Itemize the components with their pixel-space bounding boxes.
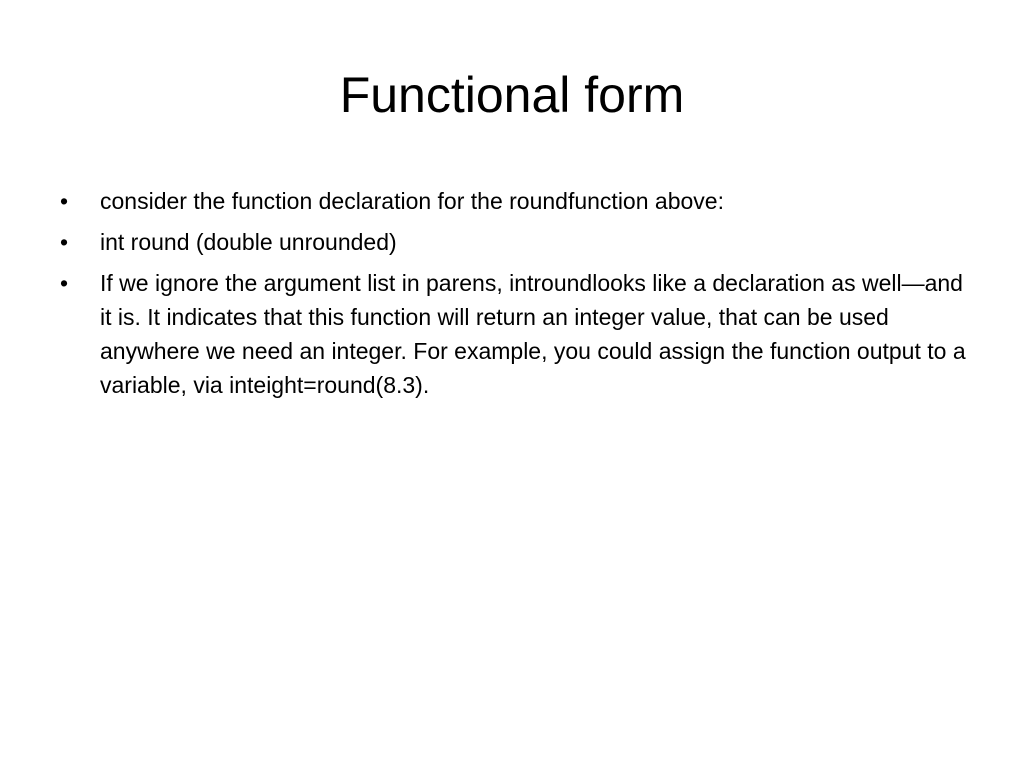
bullet-text: consider the function declaration for the roundfunction above: <box>100 188 724 214</box>
bullet-text: If we ignore the argument list in parens, introundlooks like a declaration as well—and it is. It indicates that this function will return an integer value, that can be used anywhere we need an integer. For example, you could assign the function output to a variable, via inteight=round(8.3). <box>100 270 966 398</box>
bullet-item <box>60 266 975 402</box>
bullet-item <box>60 184 975 218</box>
bullet-text: int round (double unrounded) <box>100 229 397 255</box>
bullet-icon: • <box>60 188 69 214</box>
bullet-icon: • <box>60 229 69 255</box>
bullet-icon: • <box>60 270 69 296</box>
bullet-item <box>60 225 975 259</box>
bullet-list <box>60 184 975 409</box>
slide-title: Functional form <box>339 67 685 123</box>
